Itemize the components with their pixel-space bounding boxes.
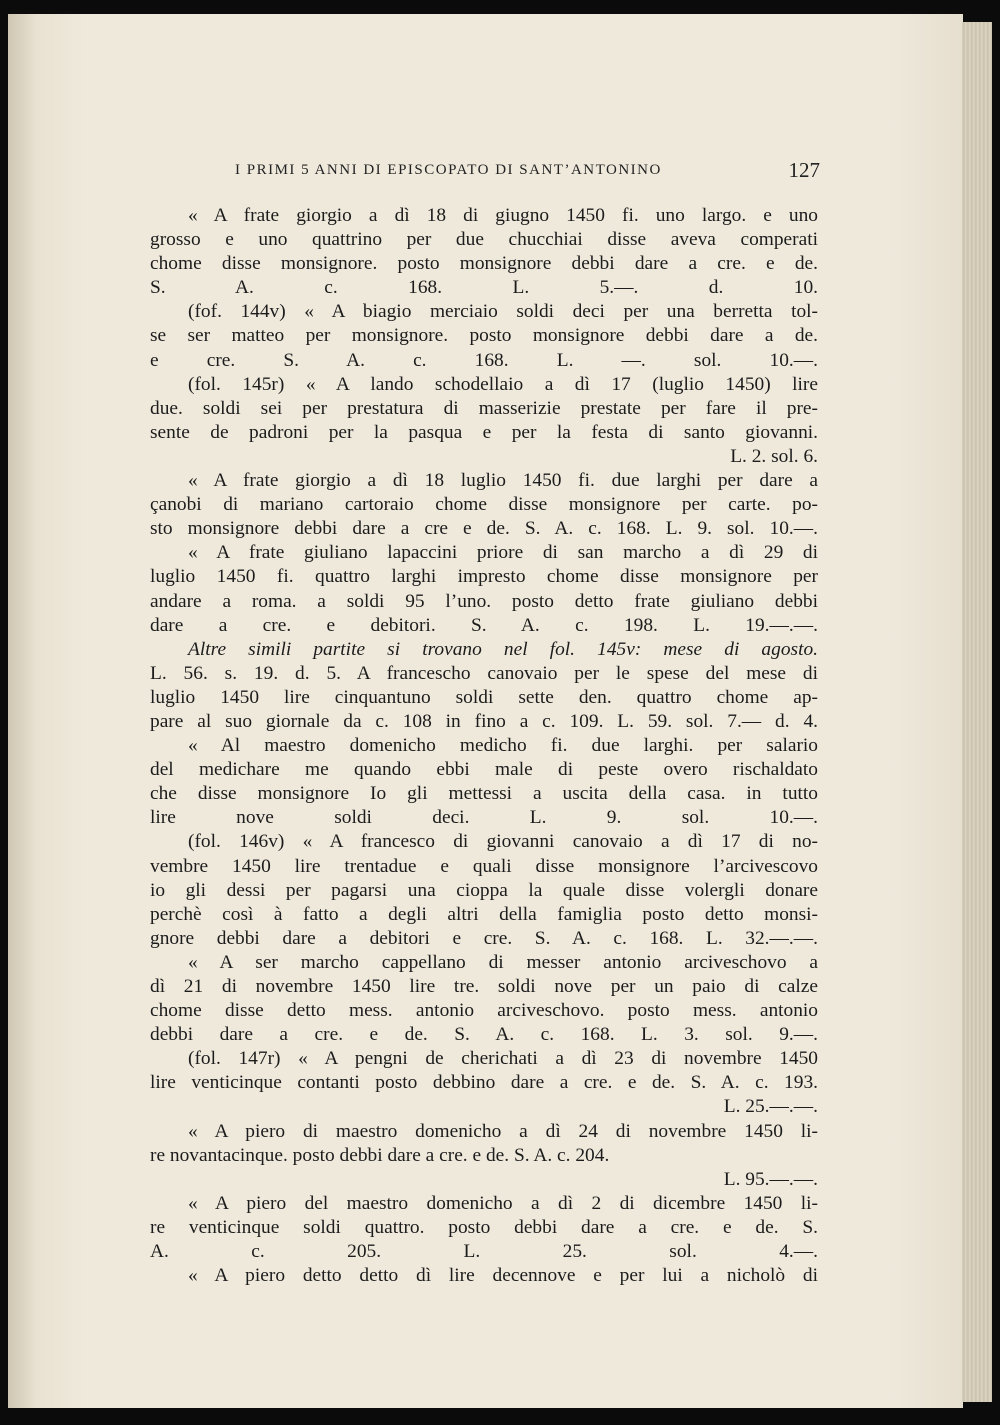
text-line: debbi dare a cre. e de. S. A. c. 168. L. 3. sol. 9.—. (150, 1024, 818, 1046)
text-line: due. soldi sei per prestatura di masserizie prestate per fare il pre- (150, 397, 818, 419)
text-line: sente de padroni per la pasqua e per la festa di santo giovanni. (150, 421, 818, 443)
text-line: S. A. c. 168. L. 5.—. d. 10. (150, 277, 818, 299)
text-line: luglio 1450 fi. quattro larghi impresto chome disse monsignore per (150, 566, 818, 588)
text-line: vembre 1450 lire trentadue e quali disse monsignore l’arcivescovo (150, 855, 818, 877)
text-line: luglio 1450 lire cinquantuno soldi sette den. quattro chome ap- (150, 686, 818, 708)
text-line: lire venticinque contanti posto debbino dare a cre. e de. S. A. c. 193. (150, 1072, 818, 1094)
text-line: (fof. 144v) « A biagio merciaio soldi deci per una berretta tol- (188, 301, 818, 323)
page-header (235, 158, 820, 188)
text-line: L. 2. sol. 6. (730, 445, 818, 467)
text-line: sto monsignore debbi dare a cre e de. S. A. c. 168. L. 9. sol. 10.—. (150, 518, 818, 540)
text-line: « A ser marcho cappellano di messer antonio arciveschovo a (188, 951, 818, 973)
text-line: dare a cre. e debitori. S. A. c. 198. L. 19.—.—. (150, 614, 818, 636)
text-line: « A frate giorgio a dì 18 di giugno 1450 fi. uno largo. e uno (188, 205, 818, 226)
page-number: 127 (788, 158, 820, 182)
text-line: chome disse monsignore. posto monsignore debbi dare a cre. e de. (150, 253, 818, 275)
text-line: A. c. 205. L. 25. sol. 4.—. (150, 1241, 818, 1263)
body-text (150, 204, 818, 1288)
text-line: perchè così à fatto a degli altri della famiglia posto detto monsi- (150, 903, 818, 925)
text-line: se ser matteo per monsignore. posto monsignore debbi dare a de. (150, 325, 818, 347)
text-line: dì 21 di novembre 1450 lire tre. soldi nove per un paio di calze (150, 976, 818, 997)
text-line: andare a roma. a soldi 95 l’uno. posto detto frate giuliano debbi (150, 590, 818, 612)
text-line: (fol. 146v) « A francesco di giovanni canovaio a dì 17 di no- (188, 831, 818, 853)
text-line: e cre. S. A. c. 168. L. —. sol. 10.—. (150, 349, 818, 371)
text-line: che disse monsignore Io gli mettessi a uscita della casa. in tutto (150, 783, 818, 805)
text-line: L. 56. s. 19. d. 5. A franceschо canovaio per le spese del mese di (150, 662, 818, 684)
text-line: « A piero detto detto dì lire decennove e per lui a nicholò di (188, 1265, 818, 1287)
text-line: gnore debbi dare a debitori e cre. S. A. c. 168. L. 32.—.—. (150, 927, 818, 949)
text-line: « A frate giuliano lapaccini priore di san marcho a dì 29 di (188, 542, 818, 564)
text-line: re novantacinque. posto debbi dare a cre. e de. S. A. c. 204. (150, 1144, 610, 1166)
text-line: del medichare me quando ebbi male di peste overo rischaldato (150, 759, 818, 781)
text-line: grosso e uno quattrino per due chucchiai disse aveva comperati (150, 229, 818, 251)
text-line: « A frate giorgio a dì 18 luglio 1450 fi. due larghi per dare a (188, 470, 818, 492)
text-line: (fol. 145r) « A lando schodellaio a dì 17 (luglio 1450) lire (188, 373, 818, 395)
text-line: re venticinque soldi quattro. posto debbi dare a cre. e de. S. (150, 1216, 818, 1238)
text-line: Altre simili partite si trovano nel fol. 145v: mese di agosto. (188, 638, 818, 660)
text-line: pare al suo giornale da c. 108 in fino a c. 109. L. 59. sol. 7.— d. 4. (150, 710, 818, 732)
page-stack-edge (962, 22, 992, 1402)
text-line: lire nove soldi deci. L. 9. sol. 10.—. (150, 807, 818, 829)
text-line: « A piero del maestro domenicho a dì 2 di dicembre 1450 li- (188, 1192, 818, 1214)
running-title: I PRIMI 5 ANNI DI EPISCOPATO DI SANT’ANTONINO (235, 162, 662, 178)
text-line: io gli dessi per pagarsi una cioppa la quale disse volergli donare (150, 879, 818, 901)
text-line: chome disse detto mess. antonio arciveschovo. posto mess. antonio (150, 1000, 818, 1022)
text-line: (fol. 147r) « A pengni de cherichati a dì 23 di novembre 1450 (188, 1048, 818, 1070)
text-line: L. 25.—.—. (723, 1096, 818, 1118)
text-line: çanobi di mariano cartoraio chome disse monsignore per carte. po- (150, 494, 818, 516)
text-line: « A piero di maestro domenicho a dì 24 di novembre 1450 li- (188, 1120, 818, 1142)
text-line: « Al maestro domenicho medicho fi. due larghi. per salario (188, 735, 818, 757)
text-line: L. 95.—.—. (723, 1168, 818, 1190)
